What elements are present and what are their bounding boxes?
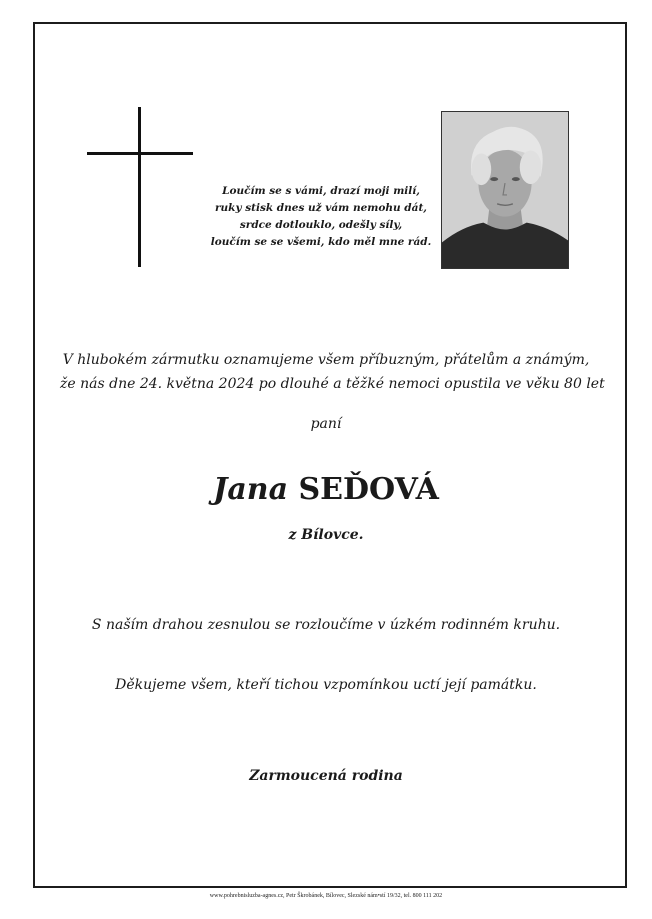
poem-line: loučím se se všemi, kdo měl mne rád.	[210, 236, 432, 248]
salutation: paní	[310, 416, 342, 432]
signature: Zarmoucená rodina	[249, 768, 403, 784]
announcement	[60, 348, 605, 396]
poem-line: Loučím se s vámi, drazí moji milí,	[222, 185, 420, 197]
deceased-name	[0, 470, 652, 510]
origin: z Bílovce.	[288, 527, 364, 543]
farewell-text: S naším drahou zesnulou se rozloučíme v úzkém rodinném kruhu.	[91, 617, 561, 633]
thanks-text: Děkujeme všem, kteří tichou vzpomínkou uctí její památku.	[115, 677, 537, 693]
footer: www.pohrebnisluzba-agnes.cz, Petr Škrobánek, Bílovec, Slezské nám•stí 19/32, tel. 800 111 202	[209, 893, 443, 899]
poem-line: srdce dotlouklo, odešly síly,	[239, 219, 403, 231]
first-name: Jana	[213, 472, 289, 507]
poem-line: ruky stisk dnes už vám nemohu dát,	[215, 202, 427, 214]
announcement-line: že nás dne 24. května 2024 po dlouhé a těžké nemoci opustila ve věku 80 let	[60, 376, 605, 392]
last-name: SEĎOVÁ	[298, 472, 439, 507]
announcement-line: V hlubokém zármutku oznamujeme všem příbuzným, přátelům a známým,	[62, 352, 590, 368]
poem	[206, 183, 436, 251]
portrait-photo	[441, 111, 569, 269]
cross-icon	[87, 107, 193, 267]
